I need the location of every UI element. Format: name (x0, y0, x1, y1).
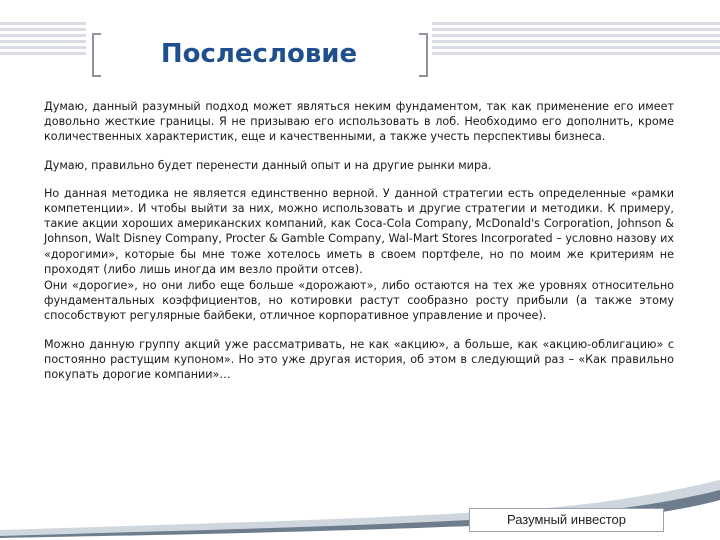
slide-title: Послесловие (160, 39, 358, 69)
paragraph-4: Они «дорогие», но они либо еще больше «дорожают», либо остаются на тех же уровнях относительно фундаментальных коэффициентов, но котировки растут сообразно росту прибыли (а также этому способствуют регулярные байбеки, отличное корпоративное управление и прочее). (44, 279, 674, 323)
paragraph-5: Можно данную группу акций уже рассматривать, не как «акцию», а больше, как «акцию-облигацию» с постоянно растущим купоном». Но это уже другая история, об этом в следующий раз – «Как правильно покупать дорогие компании»… (44, 337, 674, 382)
footer-label-box (469, 508, 664, 532)
slide-body (44, 99, 674, 395)
title-bracket-right (419, 33, 428, 77)
paragraph-3: Но данная методика не является единственно верной. У данной стратегии есть определенные «рамки компетенции». И чтобы выйти за них, можно использовать и другие стратегии и методики. К примеру, такие акции хороших американских компаний, как Coca-Cola Company, McDonald's Corporation, Johnson & Johnson, Walt Disney Company, Procter & Gamble Company, Wal-Mart Stores Incorporated – условно назову их «дорогими», которые бы мне тоже хотелось иметь в своем портфеле, но по моим же критериям не проходят (либо лишь иногда им везло пройти отсев). (44, 186, 675, 276)
paragraph-2: Думаю, правильно будет перенести данный опыт и на другие рынки мира. (44, 158, 492, 172)
footer-text: Разумный инвестор (506, 512, 627, 527)
header-stripes-left (0, 22, 86, 58)
paragraph-1: Думаю, данный разумный подход может являться неким фундаментом, так как применение его имеет довольно жесткие границы. Я не призываю его использовать в лоб. Необходимо его дополнить, кроме количественных характеристик, еще и качественными, а также учесть перспективы бизнеса. (44, 100, 674, 144)
header-stripes-right (432, 22, 720, 58)
